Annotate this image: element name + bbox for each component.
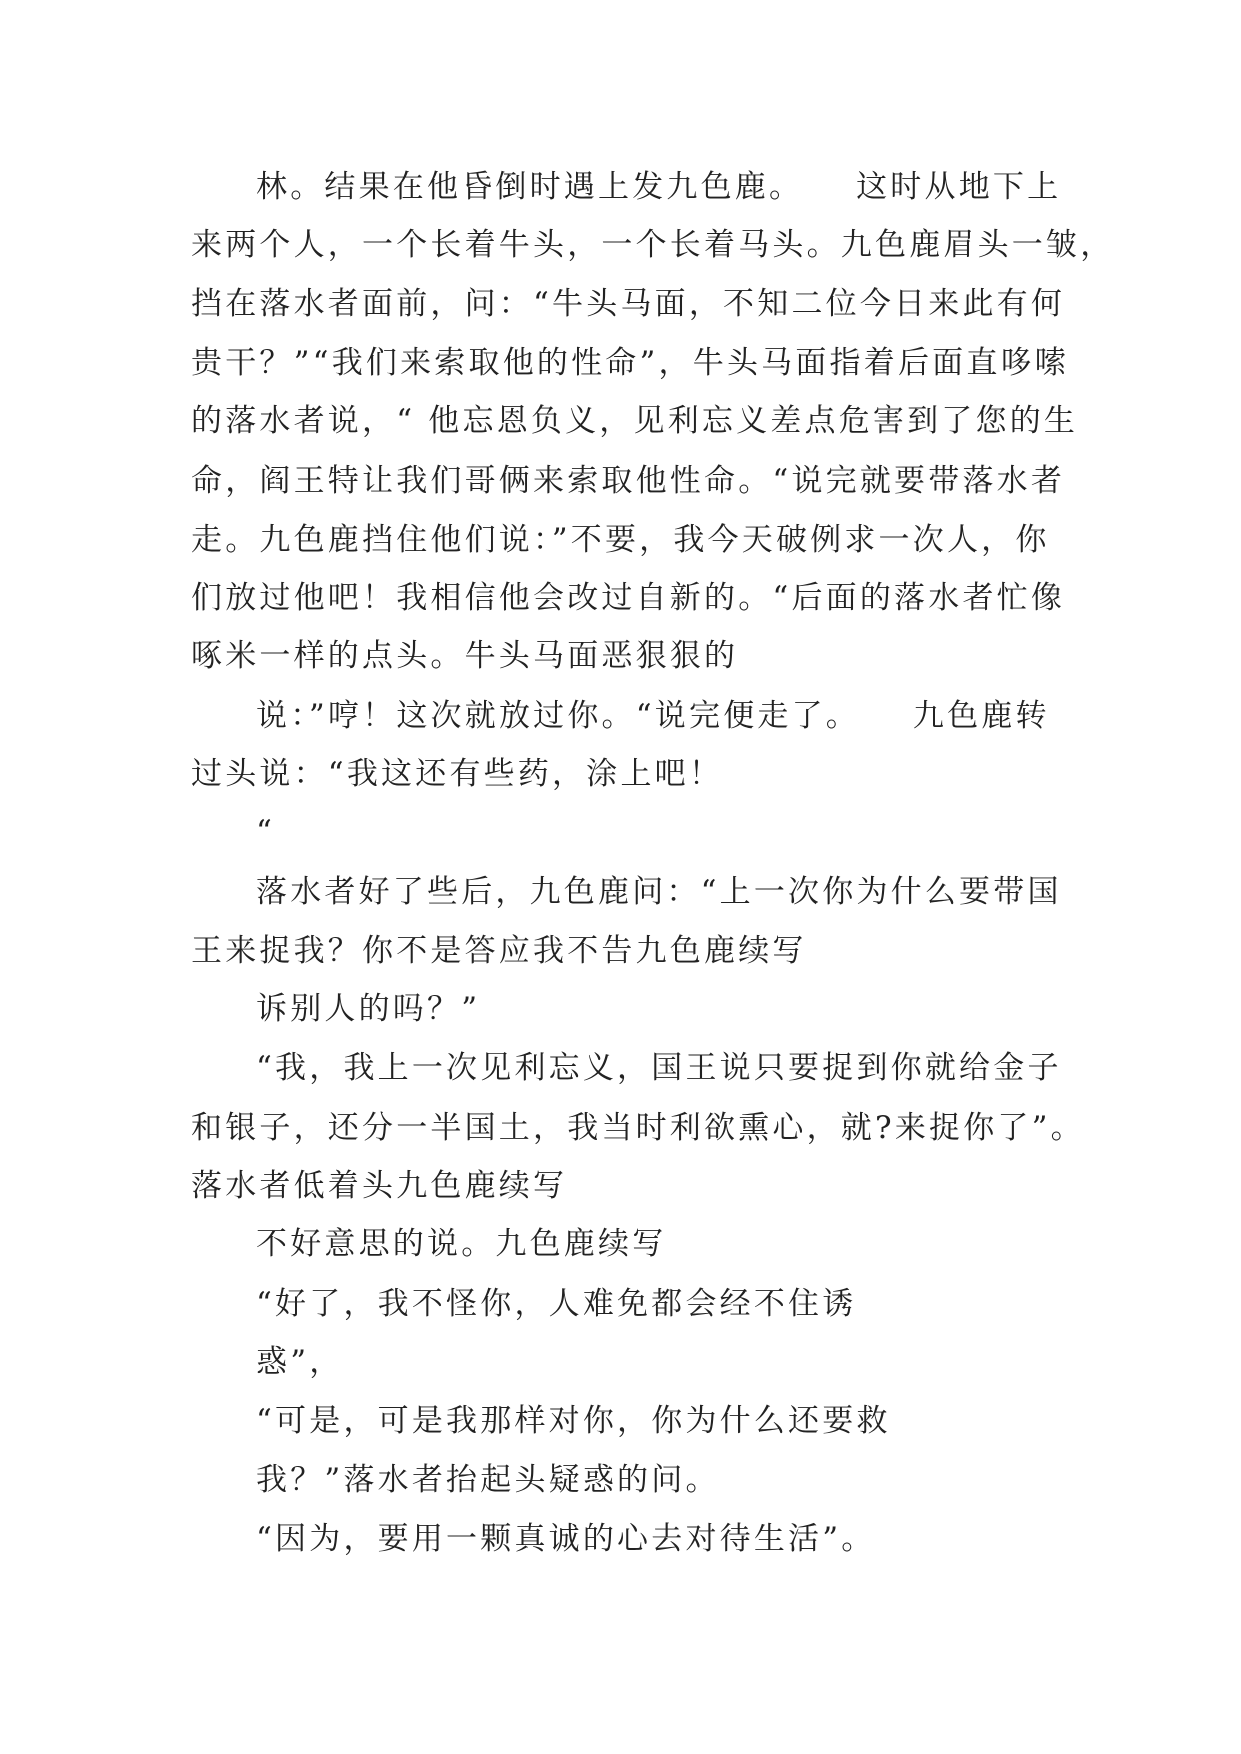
text-line: “可是，可是我那样对你，你为什么还要救 — [256, 1403, 891, 1439]
text-line: 林。结果在他昏倒时遇上发九色鹿。 这时从地下上 — [256, 169, 1062, 205]
text-line: 不好意思的说。九色鹿续写 — [256, 1226, 667, 1262]
text-line: “我，我上一次见利忘义，国王说只要捉到你就给金子 — [256, 1050, 1062, 1086]
text-line: 的落水者说，“ 他忘恩负义，见利忘义差点危害到了您的生 — [191, 403, 1079, 439]
text-line: 诉别人的吗？” — [256, 991, 481, 1027]
text-line: 惑”， — [256, 1344, 344, 1380]
text-line: 贵干？”“我们来索取他的性命”，牛头马面指着后面直哆嗦 — [191, 345, 1069, 381]
text-line: 命，阎王特让我们哥俩来索取他性命。“说完就要带落水者 — [191, 463, 1066, 499]
text-line: 落水者好了些后，九色鹿问：“上一次你为什么要带国 — [256, 874, 1062, 910]
text-line: 说：”哼！这次就放过你。“说完便走了。 九色鹿转 — [256, 698, 1050, 734]
text-line: 来两个人，一个长着牛头，一个长着马头。九色鹿眉头一皱， — [191, 227, 1115, 263]
text-line: 啄米一样的点头。牛头马面恶狠狠的 — [191, 638, 739, 674]
text-line: 王来捉我？你不是答应我不告九色鹿续写 — [191, 933, 807, 969]
text-line: 过头说：“我这还有些药，涂上吧！ — [191, 756, 724, 792]
text-line: 走。九色鹿挡住他们说：”不要，我今天破例求一次人，你 — [191, 522, 1050, 558]
text-line: “因为，要用一颗真诚的心去对待生活”。 — [256, 1521, 876, 1557]
text-line: “ — [256, 814, 276, 850]
text-line: “好了，我不怪你，人难免都会经不住诱 — [256, 1286, 857, 1322]
text-line: 我？”落水者抬起头疑惑的问。 — [256, 1462, 720, 1498]
text-line: 落水者低着头九色鹿续写 — [191, 1168, 568, 1204]
text-line: 和银子，还分一半国土，我当时利欲熏心，就?来捉你了”。 — [191, 1110, 1085, 1146]
text-line: 挡在落水者面前，问：“牛头马面，不知二位今日来此有何 — [191, 286, 1066, 322]
text-line: 们放过他吧！我相信他会改过自新的。“后面的落水者忙像 — [191, 580, 1066, 616]
